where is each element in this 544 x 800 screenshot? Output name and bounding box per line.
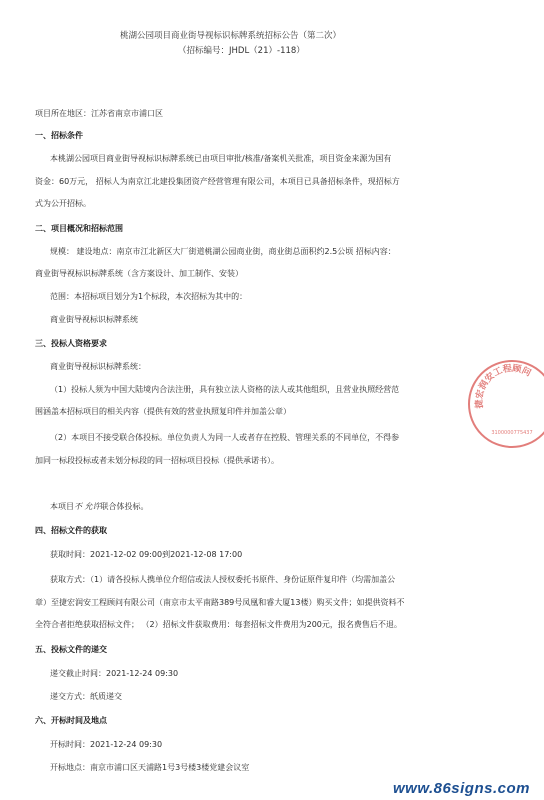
- section-2-heading: 二、项目概况和招标范围: [35, 224, 123, 233]
- seal-text: 捷宏润安工程顾问: [474, 363, 533, 409]
- section-4-paragraph: 全符合者拒绝获取招标文件； （2）招标文件获取费用：每套招标文件费用为200元，报名费售后不退。: [35, 620, 402, 629]
- section-1-paragraph: 本桃湖公园项目商业街导视标识标牌系统已由项目审批/核准/备案机关批准，项目资金来源为国有: [50, 154, 392, 163]
- section-1-paragraph: 资金：60万元， 招标人为南京江北建投集团资产经营管理有限公司，本项目已具备招标条件，现招标方: [35, 177, 400, 186]
- section-5-paragraph: 递交截止时间：2021-12-24 09:30: [50, 669, 179, 678]
- section-3-paragraph: （2）本项目不接受联合体投标。单位负责人为同一人或者存在控股、管理关系的不同单位，不得参: [50, 433, 400, 442]
- section-3-heading: 三、投标人资格要求: [35, 339, 107, 348]
- section-3-paragraph: 商业街导视标识标牌系统：: [50, 362, 146, 371]
- site-watermark: www.86signs.com: [393, 780, 530, 797]
- svg-text:捷宏润安工程顾问: [473, 362, 533, 410]
- section-3-paragraph: 加同一标段投标或者未划分标段的同一招标项目投标（提供承诺书）。: [35, 456, 279, 465]
- section-2-paragraph: 商业街导视标识标牌系统: [50, 315, 138, 324]
- tender-code: （招标编号：JHDL（21）-118）: [178, 46, 305, 56]
- section-2-paragraph: 商业街导视标识标牌系统（含方案设计、加工制作、安装）: [35, 269, 243, 278]
- section-4-paragraph: 章）至捷宏润安工程顾问有限公司（南京市太平南路389号凤凰和睿大厦13楼）购买文件；如提供资料不: [35, 598, 405, 607]
- section-2-paragraph: 范围：本招标项目划分为1个标段，本次招标为其中的：: [50, 292, 248, 301]
- project-location: 项目所在地区：江苏省南京市浦口区: [35, 109, 163, 118]
- section-5-heading: 五、投标文件的递交: [35, 645, 107, 654]
- section-6-heading: 六、开标时间及地点: [35, 716, 107, 725]
- section-1-paragraph: 式为公开招标。: [35, 199, 91, 208]
- joint-bid-value: 不 允许: [74, 502, 101, 511]
- joint-bid-prefix: 本项目: [50, 502, 74, 511]
- company-seal: [468, 360, 544, 448]
- section-6-paragraph: 开标时间：2021-12-24 09:30: [50, 740, 163, 749]
- section-4-paragraph: 获取方式：（1）请各投标人携单位介绍信或法人授权委托书原件、身份证原件复印件（均需加盖公: [50, 575, 396, 584]
- section-4-paragraph: 获取时间：2021-12-02 09:00到2021-12-08 17:00: [50, 550, 243, 559]
- seal-number: 3100000775437: [491, 430, 533, 436]
- section-3-paragraph: 围涵盖本招标项目的相关内容（提供有效的营业执照复印件并加盖公章）: [35, 407, 291, 416]
- section-6-paragraph: 开标地点：南京市浦口区天浦路1号3号楼3楼党建会议室: [50, 763, 250, 772]
- section-4-heading: 四、招标文件的获取: [35, 526, 107, 535]
- section-3-paragraph: （1）投标人须为中国大陆境内合法注册，具有独立法人资格的法人或其他组织，且营业执照经营范: [50, 385, 400, 394]
- joint-bid-statement: [50, 501, 149, 512]
- section-5-paragraph: 递交方式：纸质递交: [50, 692, 122, 701]
- joint-bid-suffix: 联合体投标。: [100, 502, 149, 511]
- section-1-heading: 一、招标条件: [35, 131, 83, 140]
- company-seal-graphic: [470, 362, 544, 446]
- section-2-paragraph: 规模： 建设地点：南京市江北新区大厂街道桃湖公园商业街，商业街总面积约2.5公顷 招标内容：: [50, 247, 396, 256]
- document-title: 桃湖公园项目商业街导视标识标牌系统招标公告（第二次）: [120, 31, 342, 41]
